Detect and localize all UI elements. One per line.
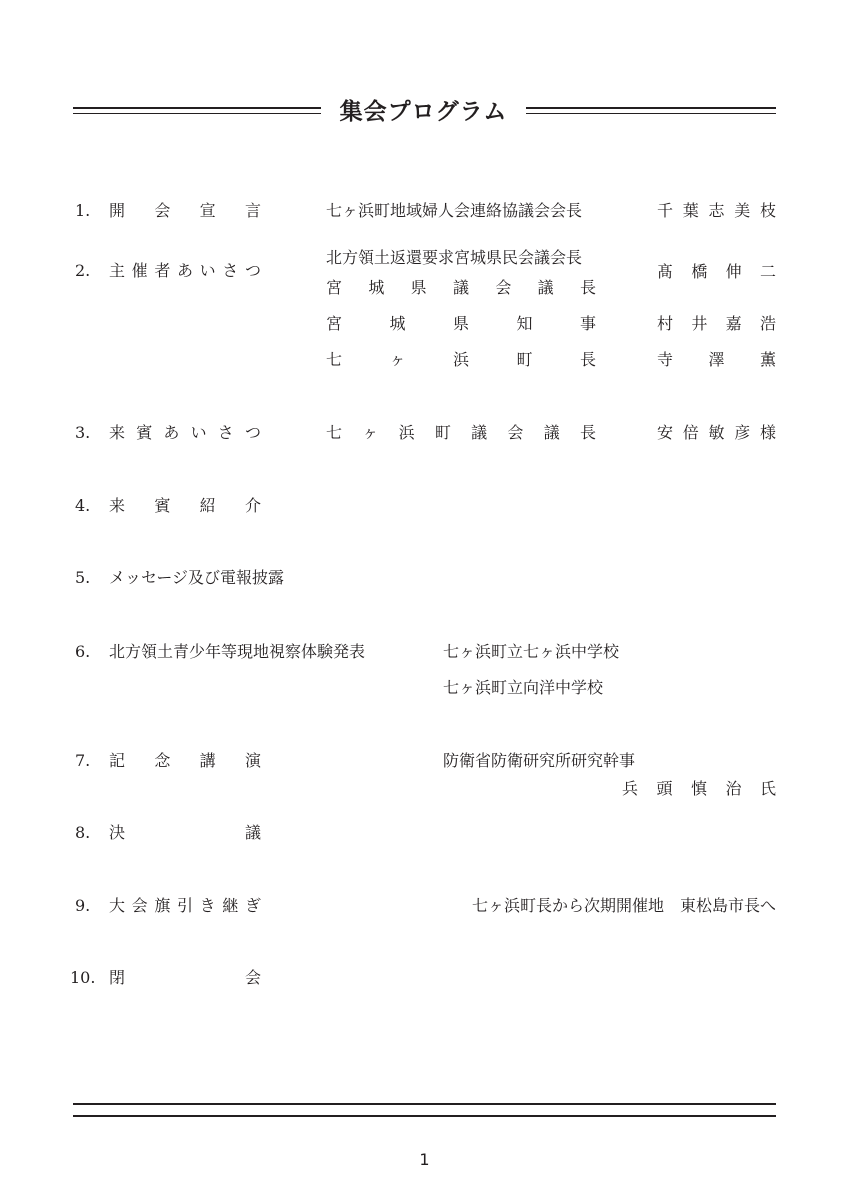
item-role: 宮 城 県 議 会 議 長	[326, 278, 596, 297]
item-number: 7.	[75, 751, 91, 770]
item-number: 3.	[75, 423, 91, 442]
item-role: 七ヶ浜町長から次期開催地 東松島市長へ	[471, 896, 776, 915]
item-role: 七ヶ浜町立七ヶ浜中学校	[443, 642, 620, 661]
item-number: 5.	[75, 568, 91, 587]
item-role: 宮 城 県 知 事	[326, 314, 596, 333]
item-label: 開 会 宣 言	[109, 201, 261, 220]
item-number: 2.	[75, 261, 91, 280]
item-role: 防衛省防衛研究所研究幹事	[443, 751, 636, 770]
item-role: 七ヶ浜町地域婦人会連絡協議会会長	[326, 201, 583, 220]
item-number: 9.	[75, 896, 91, 915]
item-name: 安 倍 敏 彦 様	[657, 423, 776, 442]
item-label: 来 賓 紹 介	[109, 496, 261, 515]
item-label: 閉 会	[109, 968, 261, 987]
item-label: 主 催 者 あ い さ つ	[109, 261, 261, 280]
item-number: 4.	[75, 496, 91, 515]
item-name: 寺 澤 薫	[657, 350, 776, 369]
footer-rule	[73, 1103, 776, 1117]
item-label: 決 議	[109, 823, 261, 842]
title-rule-right	[526, 107, 776, 114]
item-number: 1.	[75, 201, 91, 220]
title-rule-left	[73, 107, 321, 114]
page-title: 集会プログラム	[339, 99, 508, 125]
item-label: 大 会 旗 引 き 継 ぎ	[109, 896, 261, 915]
item-role: 七 ヶ 浜 町 議 会 議 長	[326, 423, 596, 442]
item-role: 北方領土返還要求宮城県民会議会長	[326, 248, 583, 267]
page-number: 1	[419, 1150, 430, 1169]
item-role: 七ヶ浜町立向洋中学校	[443, 678, 604, 697]
item-number: 6.	[75, 642, 91, 661]
item-label: 記 念 講 演	[109, 751, 261, 770]
item-role: 七 ヶ 浜 町 長	[326, 350, 596, 369]
item-label: 来 賓 あ い さ つ	[109, 423, 261, 442]
item-number: 10.	[70, 968, 96, 987]
item-name: 兵 頭 慎 治 氏	[622, 779, 776, 798]
item-number: 8.	[75, 823, 91, 842]
item-name: 村 井 嘉 浩	[657, 314, 776, 333]
item-label: メッセージ及び電報披露	[109, 568, 285, 587]
item-label: 北方領土青少年等現地視察体験発表	[109, 642, 366, 661]
item-name: 千 葉 志 美 枝	[657, 201, 776, 220]
item-name: 髙 橋 伸 二	[657, 262, 776, 281]
